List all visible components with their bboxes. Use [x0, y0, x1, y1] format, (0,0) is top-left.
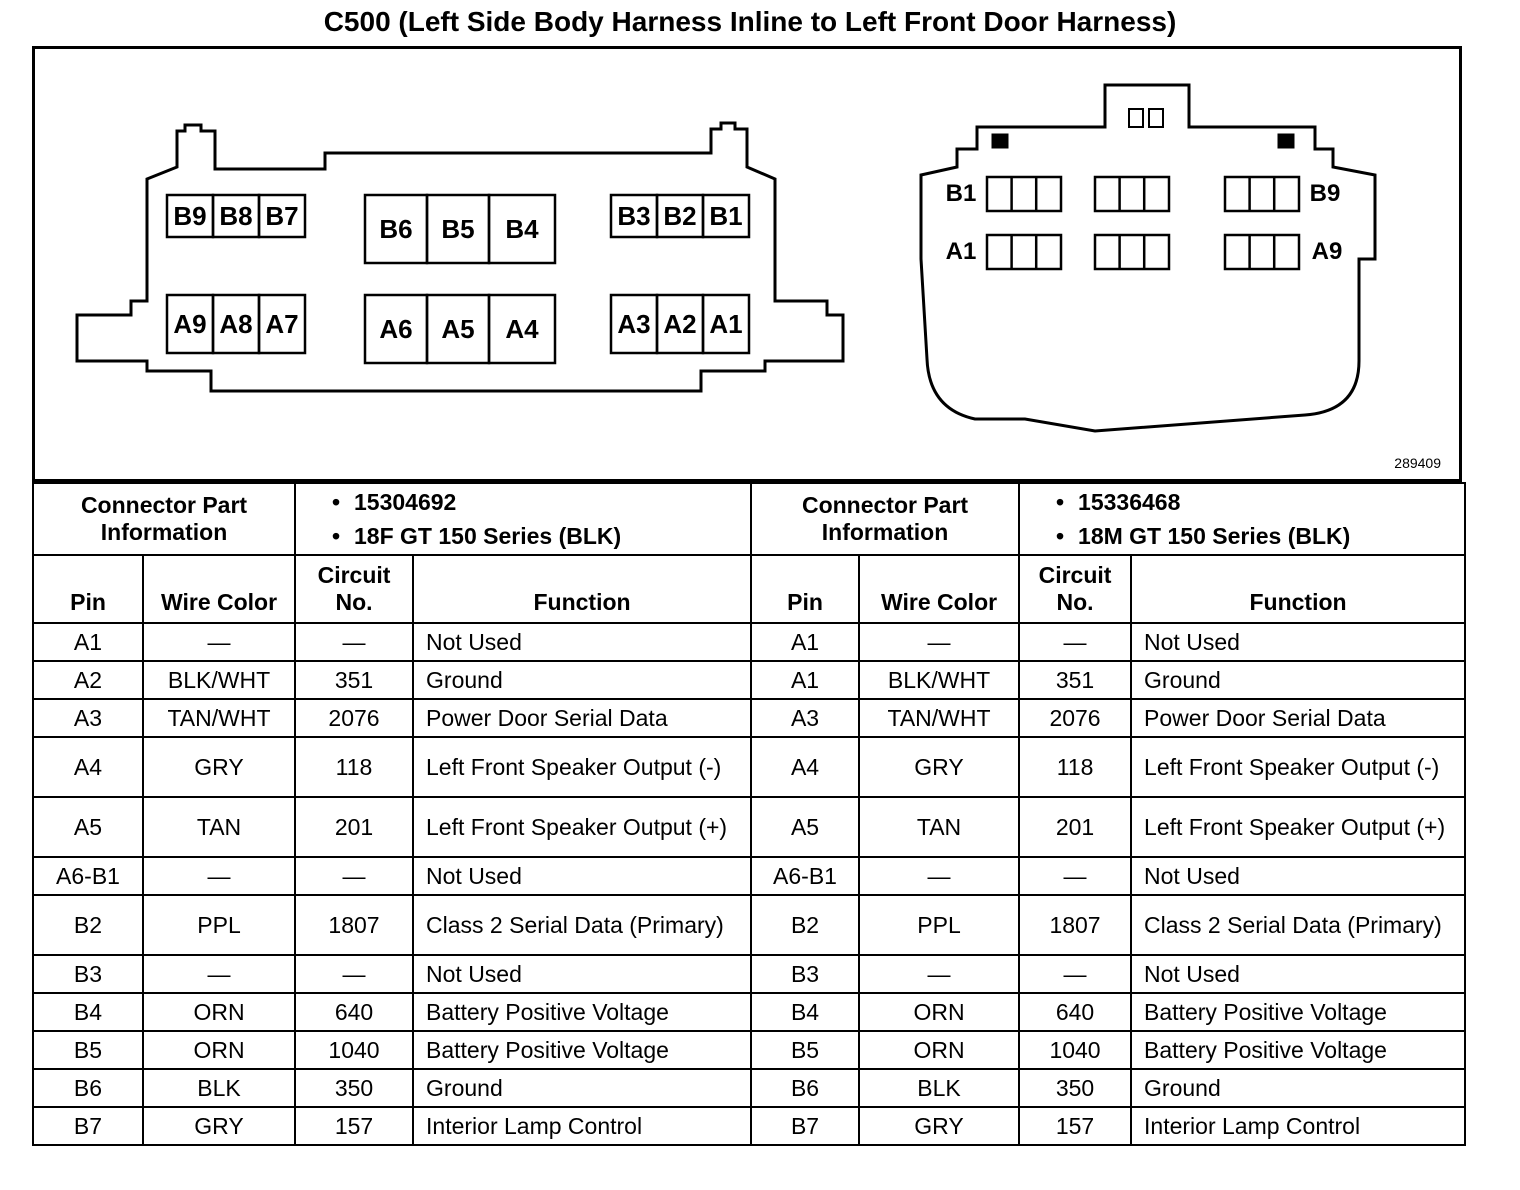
left-circuit-cell: —	[295, 857, 413, 895]
right-pin-cell: B5	[751, 1031, 859, 1069]
right-pin-cell: A3	[751, 699, 859, 737]
table-row	[33, 699, 1465, 737]
left-header-wire: Wire Color	[143, 555, 295, 623]
male-latch-square-left	[993, 135, 1007, 147]
right-circuit-cell: —	[1019, 955, 1131, 993]
right-circuit-cell: 1040	[1019, 1031, 1131, 1069]
left-part-info: • 15304692 • 18F GT 150 Series (BLK)	[295, 483, 751, 555]
left-function-cell: Left Front Speaker Output (+)	[413, 797, 751, 857]
left-function-cell: Power Door Serial Data	[413, 699, 751, 737]
left-wire-cell: BLK/WHT	[143, 661, 295, 699]
table-row	[33, 857, 1465, 895]
male-pin-cavity	[1225, 177, 1299, 211]
left-part-number: 15304692	[354, 489, 457, 515]
left-wire-cell: —	[143, 623, 295, 661]
pin-label: B5	[441, 214, 475, 244]
right-pin-cell: B6	[751, 1069, 859, 1107]
left-wire-cell: GRY	[143, 737, 295, 797]
pin-label: A3	[617, 309, 651, 339]
right-wire-cell: ORN	[859, 1031, 1019, 1069]
left-circuit-cell: 351	[295, 661, 413, 699]
right-circuit-cell: 351	[1019, 661, 1131, 699]
right-wire-cell: GRY	[859, 1107, 1019, 1145]
pin-label: B8	[219, 201, 253, 231]
left-pin-cell: A2	[33, 661, 143, 699]
right-pin-cell: A1	[751, 661, 859, 699]
right-circuit-cell: 640	[1019, 993, 1131, 1031]
left-pin-cell: A6-B1	[33, 857, 143, 895]
right-circuit-cell: 201	[1019, 797, 1131, 857]
right-pin-cell: B4	[751, 993, 859, 1031]
right-pin-cell: A6-B1	[751, 857, 859, 895]
left-pin-cell: B7	[33, 1107, 143, 1145]
left-function-cell: Battery Positive Voltage	[413, 1031, 751, 1069]
left-pin-cell: A5	[33, 797, 143, 857]
right-header-circuit: Circuit No.	[1019, 555, 1131, 623]
left-pin-cell: A1	[33, 623, 143, 661]
male-pin-cavity	[1225, 235, 1299, 269]
figure-id: 289409	[1394, 455, 1441, 471]
pin-label: B3	[617, 201, 651, 231]
right-pin-cell: A1	[751, 623, 859, 661]
male-latch-square-right	[1279, 135, 1293, 147]
right-function-cell: Ground	[1131, 661, 1465, 699]
right-wire-cell: TAN	[859, 797, 1019, 857]
left-wire-cell: —	[143, 857, 295, 895]
left-pin-cell: B5	[33, 1031, 143, 1069]
left-function-cell: Ground	[413, 661, 751, 699]
pin-label: A1	[945, 238, 977, 265]
pin-label: B4	[505, 214, 539, 244]
pin-label: A6	[379, 314, 413, 344]
right-circuit-cell: —	[1019, 623, 1131, 661]
table-row	[33, 623, 1465, 661]
right-function-cell: Not Used	[1131, 857, 1465, 895]
left-function-cell: Not Used	[413, 623, 751, 661]
female-connector-outline	[77, 123, 843, 391]
right-part-series: 18M GT 150 Series (BLK)	[1078, 523, 1351, 549]
left-function-cell: Not Used	[413, 857, 751, 895]
connector-diagram	[35, 49, 1459, 479]
left-circuit-cell: —	[295, 623, 413, 661]
right-function-cell: Interior Lamp Control	[1131, 1107, 1465, 1145]
right-function-cell: Battery Positive Voltage	[1131, 1031, 1465, 1069]
right-wire-cell: —	[859, 955, 1019, 993]
right-pin-cell: B3	[751, 955, 859, 993]
pin-table	[32, 482, 1466, 1146]
left-wire-cell: GRY	[143, 1107, 295, 1145]
page-title: C500 (Left Side Body Harness Inline to Left Front Door Harness)	[323, 6, 1177, 37]
right-function-cell: Ground	[1131, 1069, 1465, 1107]
left-function-cell: Class 2 Serial Data (Primary)	[413, 895, 751, 955]
pin-label: B2	[663, 201, 697, 231]
left-pin-cell: B3	[33, 955, 143, 993]
right-part-info: • 15336468 • 18M GT 150 Series (BLK)	[1019, 483, 1465, 555]
right-info-label: Connector Part Information	[751, 483, 1019, 555]
right-pin-cell: A4	[751, 737, 859, 797]
right-wire-cell: TAN/WHT	[859, 699, 1019, 737]
pin-label: B9	[1309, 180, 1341, 207]
pin-rows	[33, 623, 1465, 1145]
right-circuit-cell: 2076	[1019, 699, 1131, 737]
left-pin-cell: B4	[33, 993, 143, 1031]
male-pin-cavity	[1095, 235, 1169, 269]
left-circuit-cell: 157	[295, 1107, 413, 1145]
male-pin-cavity	[987, 177, 1061, 211]
pin-label: A5	[441, 314, 475, 344]
right-pin-cell: B2	[751, 895, 859, 955]
right-function-cell: Left Front Speaker Output (-)	[1131, 737, 1465, 797]
right-wire-cell: —	[859, 623, 1019, 661]
left-wire-cell: BLK	[143, 1069, 295, 1107]
pin-label: B9	[173, 201, 207, 231]
left-circuit-cell: 201	[295, 797, 413, 857]
left-info-label: Connector Part Information	[33, 483, 295, 555]
left-function-cell: Ground	[413, 1069, 751, 1107]
right-function-cell: Not Used	[1131, 623, 1465, 661]
right-part-number: 15336468	[1078, 489, 1181, 515]
left-pin-cell: B6	[33, 1069, 143, 1107]
right-header-wire: Wire Color	[859, 555, 1019, 623]
right-function-cell: Power Door Serial Data	[1131, 699, 1465, 737]
right-wire-cell: BLK	[859, 1069, 1019, 1107]
right-function-cell: Left Front Speaker Output (+)	[1131, 797, 1465, 857]
right-circuit-cell: 118	[1019, 737, 1131, 797]
left-wire-cell: ORN	[143, 993, 295, 1031]
table-row	[33, 1031, 1465, 1069]
left-header-function: Function	[413, 555, 751, 623]
left-pin-cell: A3	[33, 699, 143, 737]
right-wire-cell: —	[859, 857, 1019, 895]
left-circuit-cell: —	[295, 955, 413, 993]
right-function-cell: Not Used	[1131, 955, 1465, 993]
left-circuit-cell: 1807	[295, 895, 413, 955]
left-function-cell: Interior Lamp Control	[413, 1107, 751, 1145]
table-row	[33, 661, 1465, 699]
left-header-pin: Pin	[33, 555, 143, 623]
left-wire-cell: PPL	[143, 895, 295, 955]
table-header-row	[33, 555, 1465, 623]
right-wire-cell: GRY	[859, 737, 1019, 797]
right-function-cell: Class 2 Serial Data (Primary)	[1131, 895, 1465, 955]
table-row	[33, 955, 1465, 993]
left-wire-cell: TAN/WHT	[143, 699, 295, 737]
table-row	[33, 993, 1465, 1031]
pin-label: B1	[709, 201, 743, 231]
pin-label: B6	[379, 214, 413, 244]
right-pin-cell: B7	[751, 1107, 859, 1145]
table-row	[33, 737, 1465, 797]
female-pin-cells	[167, 195, 749, 363]
table-row	[33, 895, 1465, 955]
left-circuit-cell: 1040	[295, 1031, 413, 1069]
left-header-circuit: Circuit No.	[295, 555, 413, 623]
right-circuit-cell: 350	[1019, 1069, 1131, 1107]
table-row	[33, 1107, 1465, 1145]
right-wire-cell: PPL	[859, 895, 1019, 955]
left-circuit-cell: 640	[295, 993, 413, 1031]
male-pin-cells	[946, 177, 1343, 269]
left-circuit-cell: 118	[295, 737, 413, 797]
left-function-cell: Battery Positive Voltage	[413, 993, 751, 1031]
right-header-pin: Pin	[751, 555, 859, 623]
table-row	[33, 1069, 1465, 1107]
left-circuit-cell: 350	[295, 1069, 413, 1107]
right-circuit-cell: 1807	[1019, 895, 1131, 955]
male-connector-outline	[921, 85, 1375, 431]
right-circuit-cell: —	[1019, 857, 1131, 895]
left-wire-cell: ORN	[143, 1031, 295, 1069]
left-part-series: 18F GT 150 Series (BLK)	[354, 523, 622, 549]
table-row	[33, 797, 1465, 857]
right-pin-cell: A5	[751, 797, 859, 857]
right-header-function: Function	[1131, 555, 1465, 623]
left-pin-cell: B2	[33, 895, 143, 955]
connector-diagram-frame	[32, 46, 1462, 482]
right-wire-cell: ORN	[859, 993, 1019, 1031]
pin-label: B1	[945, 180, 977, 207]
left-function-cell: Left Front Speaker Output (-)	[413, 737, 751, 797]
left-wire-cell: —	[143, 955, 295, 993]
pin-label: A7	[265, 309, 299, 339]
left-circuit-cell: 2076	[295, 699, 413, 737]
pin-label: B7	[265, 201, 299, 231]
male-pin-cavity	[1095, 177, 1169, 211]
pin-label: A9	[1311, 238, 1343, 265]
male-pin-cavity	[987, 235, 1061, 269]
pin-label: A8	[219, 309, 253, 339]
right-wire-cell: BLK/WHT	[859, 661, 1019, 699]
right-circuit-cell: 157	[1019, 1107, 1131, 1145]
pin-label: A1	[709, 309, 743, 339]
right-function-cell: Battery Positive Voltage	[1131, 993, 1465, 1031]
left-wire-cell: TAN	[143, 797, 295, 857]
pin-label: A2	[663, 309, 697, 339]
pin-label: A9	[173, 309, 207, 339]
left-function-cell: Not Used	[413, 955, 751, 993]
connector-info-row	[33, 483, 1465, 555]
left-pin-cell: A4	[33, 737, 143, 797]
pin-label: A4	[505, 314, 539, 344]
